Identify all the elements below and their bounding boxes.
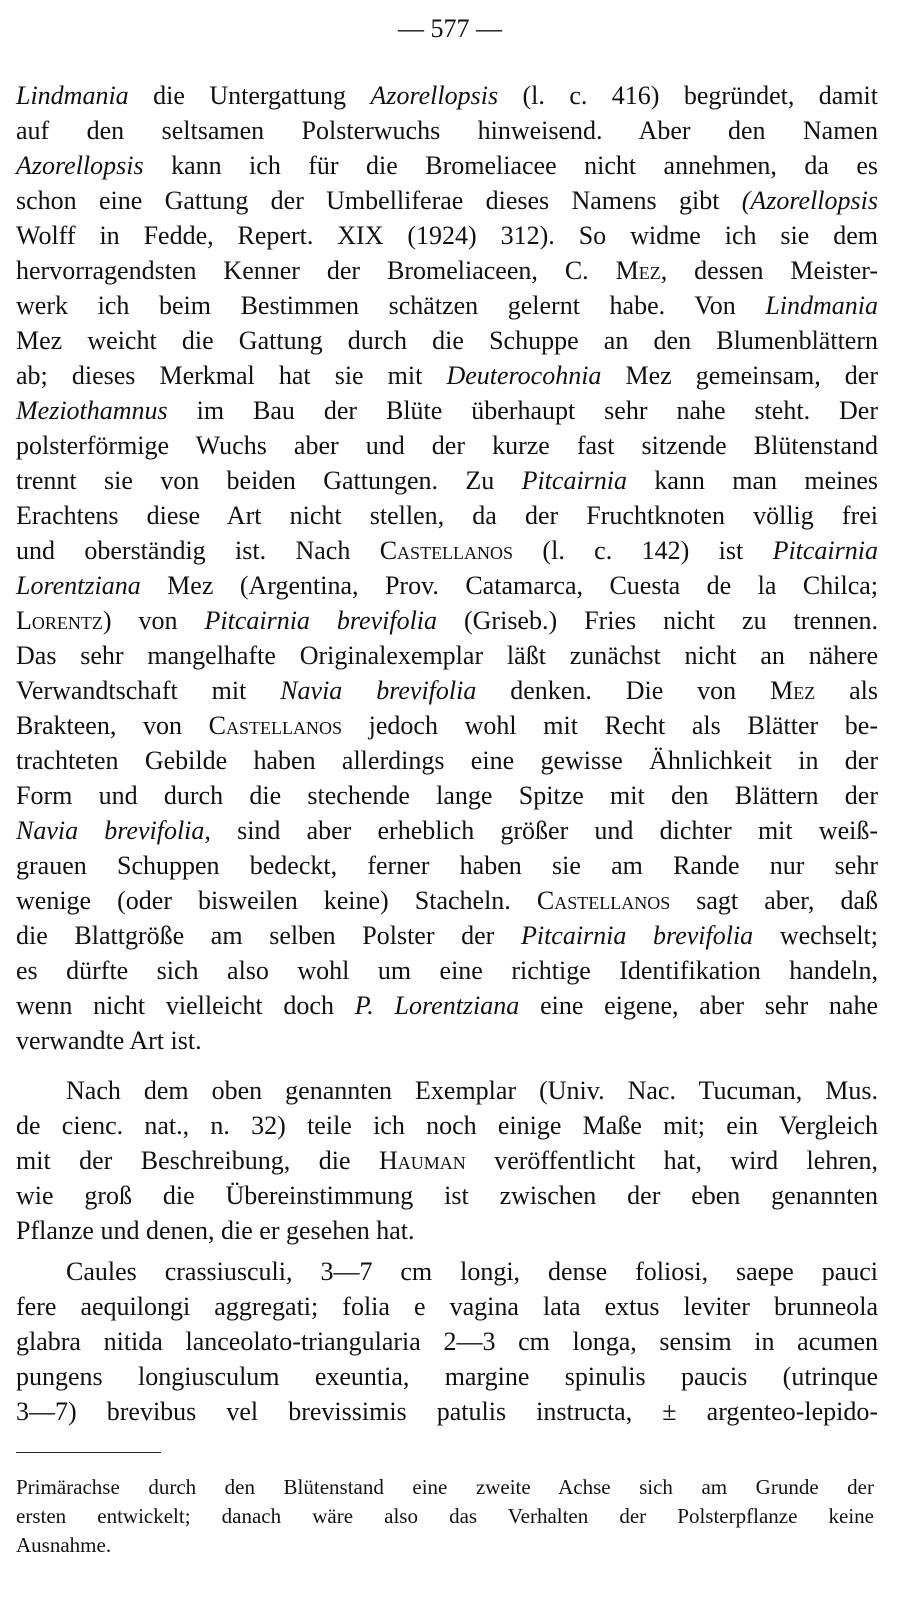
text-line	[16, 148, 878, 183]
text-line	[16, 778, 878, 813]
italic-term: P. Lorentziana	[354, 991, 520, 1020]
italic-term: Pitcairnia brevifolia	[204, 606, 438, 635]
text-run: Brakteen, von	[16, 711, 209, 740]
text-run: de cienc. nat., n. 32) teile ich noch einige Maße mit; ein Vergleich	[16, 1111, 878, 1140]
italic-term: Lindmania	[765, 291, 878, 320]
text-line	[16, 393, 878, 428]
text-line	[16, 988, 878, 1023]
text-line	[16, 1108, 878, 1143]
paragraph	[16, 1254, 878, 1429]
italic-term: Pitcairnia	[521, 466, 628, 495]
text-line	[16, 1394, 878, 1429]
text-run: Mez gemeinsam, der	[601, 361, 878, 390]
author-name: Castellanos	[536, 886, 671, 915]
text-run: , dessen Meister-	[660, 256, 878, 285]
text-line	[16, 1023, 878, 1058]
italic-term: Navia brevifolia,	[16, 816, 211, 845]
text-run: Erachtens diese Art nicht stellen, da der Fruchtknoten völlig frei	[16, 501, 878, 530]
text-run: veröffentlicht hat, wird lehren,	[465, 1146, 878, 1175]
paragraph	[16, 1073, 878, 1248]
text-run: hervorragendsten Kenner der Bromeliaceen, C.	[16, 256, 616, 285]
text-run: 3—7) brevibus vel brevissimis patulis instructa, ± argenteo-lepido-	[16, 1397, 878, 1426]
text-line	[16, 183, 878, 218]
text-line	[16, 1324, 878, 1359]
text-run: jedoch wohl mit Recht als Blätter be-	[342, 711, 879, 740]
text-run: als	[815, 676, 878, 705]
text-run: pungens longiusculum exeuntia, margine spinulis paucis (utrinque	[16, 1362, 878, 1391]
text-run: trachteten Gebilde haben allerdings eine gewisse Ähnlichkeit in der	[16, 746, 878, 775]
italic-term: Azorellopsis	[370, 81, 499, 110]
text-line	[16, 428, 878, 463]
text-run: Nach dem oben genannten Exemplar (Univ. Nac. Tucuman, Mus.	[66, 1076, 878, 1105]
text-run: und oberständig ist. Nach	[16, 536, 380, 565]
paragraph	[16, 78, 878, 1058]
text-line	[16, 113, 878, 148]
text-line	[16, 953, 878, 988]
text-run: die Untergattung	[128, 81, 371, 110]
text-line	[16, 848, 878, 883]
text-line	[16, 813, 878, 848]
text-line	[16, 253, 878, 288]
author-name: Castellanos	[379, 536, 514, 565]
italic-term: (Azorellopsis	[741, 186, 878, 215]
text-run: ersten entwickelt; danach wäre also das Verhalten der Polsterpflanze keine	[16, 1504, 874, 1528]
text-line	[16, 288, 878, 323]
text-run: Mez weicht die Gattung durch die Schuppe an den Blumenblättern	[16, 326, 878, 355]
text-line	[16, 918, 878, 953]
author-name: Hauman	[378, 1146, 466, 1175]
text-run: wechselt;	[753, 921, 878, 950]
italic-term: Meziothamnus	[16, 396, 168, 425]
footnote	[16, 1473, 874, 1560]
text-run: werk ich beim Bestimmen schätzen gelernt habe. Von	[16, 291, 766, 320]
text-run: grauen Schuppen bedeckt, ferner haben sie am Rande nur sehr	[16, 851, 878, 880]
text-run: (l. c. 416) begründet, damit	[498, 81, 878, 110]
text-run: wenn nicht vielleicht doch	[16, 991, 355, 1020]
text-run: ab; dieses Merkmal hat sie mit	[16, 361, 447, 390]
text-line	[16, 1531, 874, 1560]
text-run: sagt aber, daß	[670, 886, 878, 915]
text-line	[16, 463, 878, 498]
text-run: Verwandtschaft mit	[16, 676, 281, 705]
text-line	[16, 603, 878, 638]
text-run: (l. c. 142) ist	[513, 536, 773, 565]
text-line	[16, 1359, 878, 1394]
text-line	[16, 1213, 878, 1248]
text-line	[16, 1254, 878, 1289]
italic-term: Pitcairnia brevifolia	[520, 921, 754, 950]
text-line	[16, 743, 878, 778]
text-run: die Blattgröße am selben Polster der	[16, 921, 521, 950]
text-run: ) von	[102, 606, 205, 635]
text-run: kann ich für die Bromeliacee nicht annehmen, da es	[143, 151, 878, 180]
text-line	[16, 533, 878, 568]
text-line	[16, 638, 878, 673]
text-run: wenige (oder bisweilen keine) Stacheln.	[16, 886, 537, 915]
italic-term: Pitcairnia	[772, 536, 878, 565]
text-line	[16, 323, 878, 358]
text-run: Primärachse durch den Blütenstand eine zweite Achse sich am Grunde der	[16, 1475, 874, 1499]
author-name: Mez	[770, 676, 816, 705]
text-run: es dürfte sich also wohl um eine richtige Identifikation handeln,	[16, 956, 878, 985]
italic-term: Lindmania	[16, 81, 129, 110]
text-line	[16, 1289, 878, 1324]
text-line	[16, 708, 878, 743]
text-run: glabra nitida lanceolato-triangularia 2—3 cm longa, sensim in acumen	[16, 1327, 878, 1356]
text-run: trennt sie von beiden Gattungen. Zu	[16, 466, 522, 495]
text-run: Caules crassiusculi, 3—7 cm longi, dense foliosi, saepe pauci	[66, 1257, 878, 1286]
text-run: Mez (Argentina, Prov. Catamarca, Cuesta de la Chilca;	[140, 571, 878, 600]
text-line	[16, 1473, 874, 1502]
text-line	[16, 568, 878, 603]
text-line	[16, 358, 878, 393]
text-run: Das sehr mangelhafte Originalexemplar läßt zunächst nicht an nähere	[16, 641, 878, 670]
page-number: — 577 —	[398, 14, 502, 43]
footnote-rule	[16, 1452, 161, 1453]
text-line	[16, 883, 878, 918]
text-run: wie groß die Übereinstimmung ist zwischen der eben genannten	[16, 1181, 878, 1210]
author-name: Castellanos	[208, 711, 342, 740]
text-run: Ausnahme.	[16, 1533, 112, 1557]
text-run: mit der Beschreibung, die	[16, 1146, 379, 1175]
text-run: Wolff in Fedde, Repert. XIX (1924) 312). So widme ich sie dem	[16, 221, 878, 250]
text-run: Form und durch die stechende lange Spitze mit den Blättern der	[16, 781, 878, 810]
italic-term: Navia brevifolia	[280, 676, 477, 705]
text-line	[16, 498, 878, 533]
author-name: Lorentz	[16, 606, 103, 635]
text-line	[16, 1502, 874, 1531]
text-run: denken. Die von	[476, 676, 771, 705]
text-line	[16, 673, 878, 708]
text-run: im Bau der Blüte überhaupt sehr nahe steht. Der	[167, 396, 878, 425]
text-line	[16, 1143, 878, 1178]
text-run: polsterförmige Wuchs aber und der kurze fast sitzende Blütenstand	[16, 431, 878, 460]
text-line	[16, 1178, 878, 1213]
text-run: eine eigene, aber sehr nahe	[519, 991, 878, 1020]
main-text	[16, 78, 878, 1429]
text-run: kann man meines	[627, 466, 878, 495]
author-name: Mez	[615, 256, 661, 285]
text-line	[16, 78, 878, 113]
text-run: Pflanze und denen, die er gesehen hat.	[16, 1216, 415, 1245]
italic-term: Lorentziana	[16, 571, 141, 600]
text-run: schon eine Gattung der Umbelliferae dieses Namens gibt	[16, 186, 742, 215]
italic-term: Deuterocohnia	[446, 361, 602, 390]
text-run: auf den seltsamen Polsterwuchs hinweisend. Aber den Namen	[16, 116, 878, 145]
text-run: verwandte Art ist.	[16, 1026, 202, 1055]
text-run: (Griseb.) Fries nicht zu trennen.	[437, 606, 879, 635]
text-run: sind aber erheblich größer und dichter mit weiß-	[210, 816, 878, 845]
text-line	[16, 1073, 878, 1108]
text-line	[16, 218, 878, 253]
italic-term: Azorellopsis	[16, 151, 144, 180]
text-run: fere aequilongi aggregati; folia e vagina lata extus leviter brunneola	[16, 1292, 878, 1321]
